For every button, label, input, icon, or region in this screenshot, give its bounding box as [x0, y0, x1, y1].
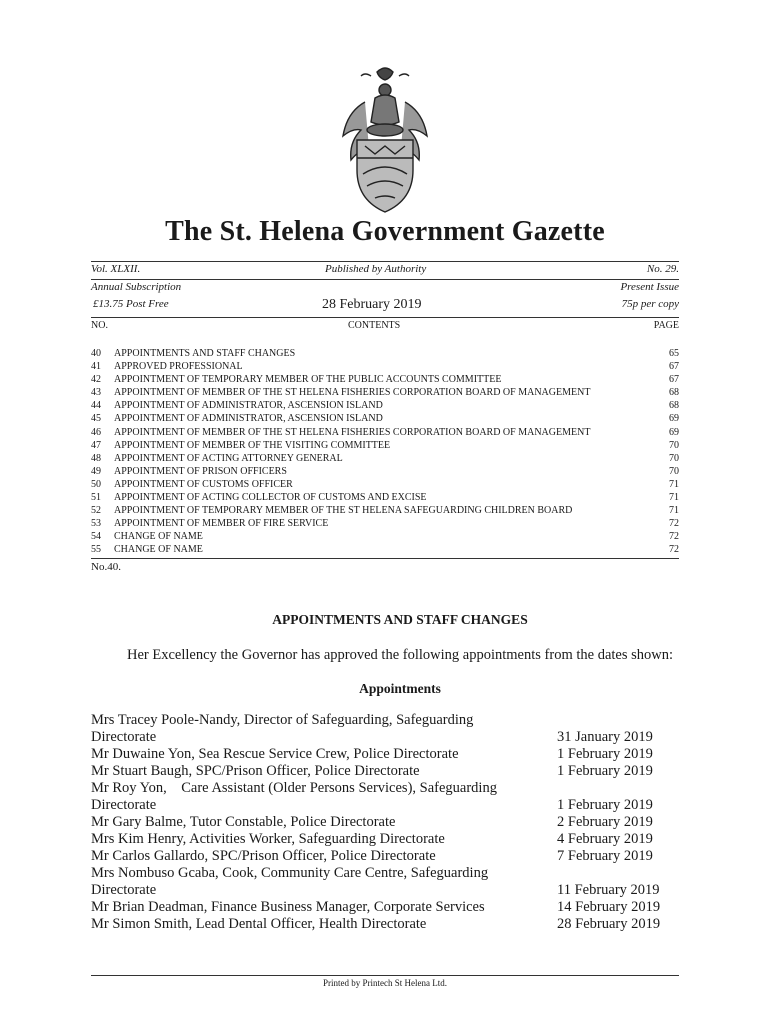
contents-item-page: 72: [669, 518, 679, 530]
contents-item-page: 68: [669, 387, 679, 399]
contents-item-page: 70: [669, 465, 679, 477]
header-mid-rule: [91, 279, 679, 280]
appointment-person-cont: Directorate: [91, 797, 157, 813]
contents-item-text: APPOINTMENT OF TEMPORARY MEMBER OF THE PUBLIC ACCOUNTS COMMITTEE: [114, 374, 502, 386]
printer-credit: Printed by Printech St Helena Ltd.: [323, 978, 447, 988]
contents-item-text: APPOINTMENT OF ADMINISTRATOR, ASCENSION ISLAND: [114, 400, 383, 412]
contents-col-contents: CONTENTS: [348, 320, 401, 331]
contents-item-no: 44: [91, 400, 101, 412]
contents-item-no: 40: [91, 348, 101, 359]
appointment-person: Mr Simon Smith, Lead Dental Officer, Health Directorate: [91, 916, 427, 932]
contents-item-no: 53: [91, 518, 101, 530]
contents-item-text: APPOINTMENT OF MEMBER OF FIRE SERVICE: [114, 518, 329, 530]
contents-item[interactable]: [91, 543, 679, 556]
contents-item-text: APPOINTMENTS AND STAFF CHANGES: [114, 348, 296, 359]
contents-item[interactable]: [91, 504, 679, 517]
contents-item-text: CHANGE OF NAME: [114, 531, 203, 543]
issue-date: 28 February 2019: [322, 297, 422, 312]
contents-item-text: APPOINTMENT OF CUSTOMS OFFICER: [114, 478, 293, 490]
annual-price: £13.75 Post Free: [93, 298, 169, 310]
contents-item-no: 42: [91, 374, 101, 386]
contents-list: [91, 347, 679, 557]
contents-item[interactable]: [91, 439, 679, 452]
contents-item[interactable]: [91, 386, 679, 399]
appointment-row: [91, 899, 681, 916]
contents-item-page: 69: [669, 426, 679, 438]
contents-item[interactable]: [91, 399, 679, 412]
appointment-row: [91, 831, 681, 848]
contents-item-text: APPOINTMENT OF PRISON OFFICERS: [114, 465, 287, 477]
appointment-date: 11 February 2019: [557, 882, 660, 898]
contents-item-no: 55: [91, 544, 101, 556]
contents-item[interactable]: [91, 347, 679, 360]
contents-item[interactable]: [91, 517, 679, 530]
notice-title: APPOINTMENTS AND STAFF CHANGES: [272, 612, 528, 627]
contents-item-page: 71: [669, 505, 679, 517]
appointment-date: 1 February 2019: [557, 763, 653, 779]
contents-item-page: 69: [669, 413, 679, 425]
contents-item-text: APPROVED PROFESSIONAL: [114, 361, 243, 373]
appointment-person: Mr Carlos Gallardo, SPC/Prison Officer, Police Directorate: [91, 848, 436, 864]
appointment-person: Mr Stuart Baugh, SPC/Prison Officer, Police Directorate: [91, 763, 420, 779]
contents-item[interactable]: [91, 373, 679, 386]
appointment-row: [91, 780, 681, 814]
appointment-row: [91, 848, 681, 865]
gazette-title: The St. Helena Government Gazette: [165, 216, 605, 247]
contents-bottom-rule: [91, 558, 679, 559]
contents-item[interactable]: [91, 491, 679, 504]
contents-item-page: 72: [669, 544, 679, 556]
contents-item-page: 70: [669, 439, 679, 451]
published-by-authority: Published by Authority: [325, 263, 427, 275]
contents-item-text: APPOINTMENT OF MEMBER OF THE VISITING COMMITTEE: [114, 439, 391, 451]
appointment-person: Mr Brian Deadman, Finance Business Manager, Corporate Services: [91, 899, 485, 915]
contents-item[interactable]: [91, 452, 679, 465]
appointment-date: 28 February 2019: [557, 916, 661, 932]
appointment-date: 1 February 2019: [557, 746, 653, 762]
appointment-person: Mr Roy Yon, Care Assistant (Older Persons Services), Safeguarding: [91, 780, 497, 796]
contents-item-no: 51: [91, 492, 101, 504]
contents-item-page: 67: [669, 374, 679, 386]
contents-item-text: CHANGE OF NAME: [114, 544, 203, 556]
appointment-person-cont: Directorate: [91, 882, 157, 898]
contents-col-no: NO.: [91, 320, 108, 331]
contents-item-text: APPOINTMENT OF ADMINISTRATOR, ASCENSION ISLAND: [114, 413, 383, 425]
contents-item-text: APPOINTMENT OF MEMBER OF THE ST HELENA FISHERIES CORPORATION BOARD OF MANAGEMENT: [114, 426, 591, 438]
notice-number: No.40.: [91, 561, 121, 573]
contents-item[interactable]: [91, 478, 679, 491]
appointment-person: Mr Duwaine Yon, Sea Rescue Service Crew, Police Directorate: [91, 746, 459, 762]
appointments-list: [91, 712, 681, 933]
contents-item-no: 47: [91, 439, 101, 451]
contents-item-no: 41: [91, 361, 101, 373]
contents-item-no: 45: [91, 413, 101, 425]
contents-item-page: 67: [669, 361, 679, 373]
issue-number: No. 29.: [646, 263, 679, 275]
appointment-date: 4 February 2019: [557, 831, 653, 847]
contents-item-text: APPOINTMENT OF MEMBER OF THE ST HELENA FISHERIES CORPORATION BOARD OF MANAGEMENT: [114, 387, 591, 399]
coat-of-arms-crest: [325, 62, 445, 220]
annual-subscription-label: Annual Subscription: [91, 281, 182, 293]
contents-item-no: 49: [91, 465, 101, 477]
contents-item-page: 71: [669, 492, 679, 504]
appointment-person: Mrs Tracey Poole-Nandy, Director of Safeguarding, Safeguarding: [91, 712, 474, 728]
contents-item-no: 48: [91, 452, 101, 464]
appointment-date: 2 February 2019: [557, 814, 653, 830]
copy-price: 75p per copy: [621, 298, 679, 310]
appointment-row: [91, 763, 681, 780]
contents-item[interactable]: [91, 465, 679, 478]
footer-rule: [91, 975, 679, 976]
appointment-date: 7 February 2019: [557, 848, 653, 864]
contents-item-no: 46: [91, 426, 101, 438]
volume-label: Vol. XLXII.: [91, 263, 141, 275]
appointment-date: 1 February 2019: [557, 797, 653, 813]
appointments-subheading: Appointments: [359, 681, 441, 696]
appointment-date: 14 February 2019: [557, 899, 661, 915]
appointment-person: Mrs Nombuso Gcaba, Cook, Community Care Centre, Safeguarding: [91, 865, 489, 881]
appointment-row: [91, 865, 681, 899]
contents-item-text: APPOINTMENT OF ACTING COLLECTOR OF CUSTOMS AND EXCISE: [114, 492, 427, 504]
contents-item-no: 52: [91, 505, 101, 517]
contents-item-no: 43: [91, 387, 101, 399]
appointment-person-cont: Directorate: [91, 729, 157, 745]
contents-col-page: PAGE: [653, 320, 679, 331]
contents-item-page: 65: [669, 348, 679, 359]
contents-item[interactable]: [91, 360, 679, 373]
contents-item-no: 50: [91, 478, 101, 490]
appointment-date: 31 January 2019: [557, 729, 653, 745]
contents-item-page: 72: [669, 531, 679, 543]
header-bottom-rule: [91, 317, 679, 318]
appointment-person: Mr Gary Balme, Tutor Constable, Police Directorate: [91, 814, 396, 830]
contents-item-page: 71: [669, 478, 679, 490]
appointment-row: [91, 712, 681, 746]
appointment-row: [91, 746, 681, 763]
contents-item[interactable]: [91, 412, 679, 425]
contents-item-text: APPOINTMENT OF TEMPORARY MEMBER OF THE ST HELENA SAFEGUARDING CHILDREN BOARD: [114, 505, 573, 517]
appointment-row: [91, 916, 681, 933]
contents-item-page: 68: [669, 400, 679, 412]
contents-item[interactable]: [91, 530, 679, 543]
contents-item-no: 54: [91, 531, 101, 543]
contents-item[interactable]: [91, 426, 679, 439]
appointment-row: [91, 814, 681, 831]
present-issue-label: Present Issue: [620, 281, 679, 293]
notice-intro: Her Excellency the Governor has approved the following appointments from the dates shown:: [126, 647, 673, 663]
header-top-rule: [91, 261, 679, 262]
appointment-person: Mrs Kim Henry, Activities Worker, Safeguarding Directorate: [91, 831, 445, 847]
contents-item-text: APPOINTMENT OF ACTING ATTORNEY GENERAL: [114, 452, 343, 464]
contents-item-page: 70: [669, 452, 679, 464]
